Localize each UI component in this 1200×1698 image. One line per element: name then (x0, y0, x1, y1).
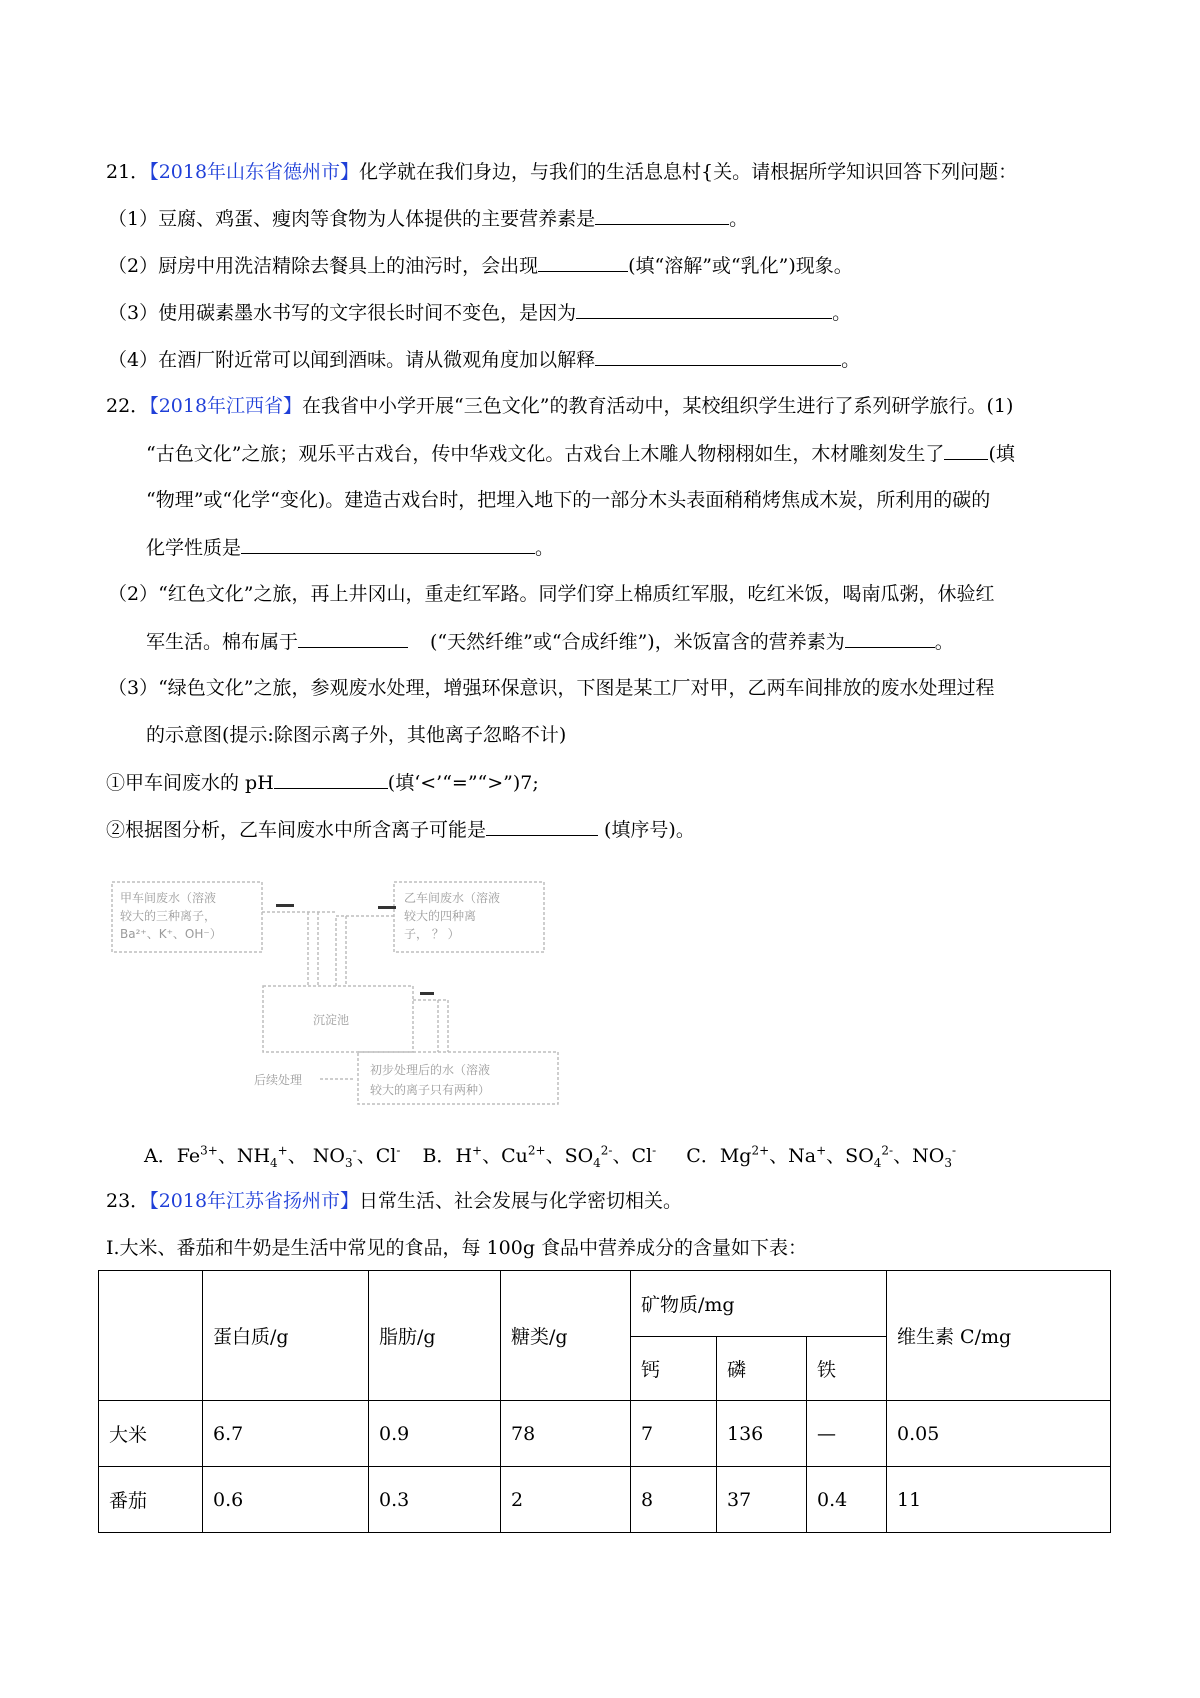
table-header-cell: 钙 (631, 1337, 717, 1401)
answer-blank[interactable] (274, 770, 388, 789)
nutrition-table (98, 1270, 1111, 1533)
table-header-cell: 铁 (807, 1337, 887, 1401)
q23-number: 23． (106, 1190, 150, 1212)
table-header-cell: 糖类/g (501, 1271, 631, 1401)
q22-part2-line1: （2）“红色文化”之旅，再上井冈山，重走红军路。同学们穿上棉质红军服，吃红米饭，喝南瓜粥，休验红 (108, 583, 995, 605)
answer-blank[interactable] (944, 441, 988, 460)
q21-source: 【2018年山东省德州市】 (149, 161, 360, 183)
table-header-cell (99, 1271, 203, 1401)
table-row: 番茄 0.6 0.3 2 8 37 0.4 11 (99, 1467, 1111, 1533)
wastewater-diagram: 甲车间废水（溶液 较大的三种离子， Ba²⁺、K⁺、OH⁻） 乙车间废水（溶液 较大的四种离 子， ？ ） 沉淀池 初步处理后的水（溶液 较大的离子只有两种） 后续处理 (108, 876, 578, 1116)
answer-blank[interactable] (486, 817, 598, 836)
q21-part1: （1）豆腐、鸡蛋、瘦肉等食物为人体提供的主要营养素是 。 (108, 208, 749, 230)
table-header-cell: 矿物质/mg (631, 1271, 887, 1337)
q23-source: 【2018年江苏省扬州市】 (149, 1190, 360, 1212)
q23-stem-line (106, 1189, 682, 1213)
q21-stem-line (106, 160, 1017, 184)
q23-stem: 日常生活、社会发展与化学密切相关。 (359, 1190, 683, 1212)
answer-blank[interactable] (845, 629, 935, 648)
q22-options: A．$Fe^{3+}$、$NH_4^+$、 $NO_3^-$、Cl- B．H+、$Cu^{2+}$、$SO_4^{2-}$、Cl- C．$Mg^{2+}$、Na+、$SO_4^{2-}$、$NO_3^-$ (144, 1143, 957, 1170)
q22-stem: 在我省中小学开展“三色文化”的教育活动中，某校组织学生进行了系列研学旅行。(1) (302, 395, 1014, 417)
q23-intro: I.大米、番茄和牛奶是生活中常见的食品，每 100g 食品中营养成分的含量如下表： (106, 1237, 808, 1259)
table-row: 大米 6.7 0.9 78 7 136 — 0.05 (99, 1401, 1111, 1467)
answer-blank[interactable] (241, 535, 535, 554)
q21-number: 21． (106, 161, 150, 183)
table-header-cell: 脂肪/g (369, 1271, 501, 1401)
answer-blank[interactable] (576, 300, 832, 319)
q21-part3: （3）使用碳素墨水书写的文字很长时间不变色，是因为 。 (108, 302, 852, 324)
q22-line4: 化学性质是 。 (146, 537, 555, 559)
q22-sub1: ①甲车间废水的 pH (填‘<’“=”“>”)7; (106, 772, 539, 794)
q22-line3: “物理”或“化学“变化)。建造古戏台时，把埋入地下的一部分木头表面稍稍烤焦成木炭，所利用的碳的 (146, 489, 991, 511)
answer-blank[interactable] (298, 629, 408, 648)
q21-part4: （4）在酒厂附近常可以闻到酒味。请从微观角度加以解释 。 (108, 349, 861, 371)
q22-part3-line1: （3）“绿色文化”之旅，参观废水处理，增强环保意识，下图是某工厂对甲，乙两车间排放的废水处理过程 (108, 677, 995, 699)
option-b[interactable]: H+、$Cu^{2+}$、$SO_4^{2-}$、Cl- (455, 1143, 657, 1170)
table-header-row (99, 1271, 1111, 1337)
q22-stem-line (106, 394, 1013, 418)
q22-line2: “古色文化”之旅；观乐平古戏台，传中华戏文化。古戏台上木雕人物栩栩如生，木材雕刻发生了 (填 (146, 443, 1015, 465)
q22-part2-line2: 军生活。棉布属于 (“天然纤维”或“合成纤维”)，米饭富含的营养素为 。 (146, 631, 954, 653)
option-c[interactable]: $Mg^{2+}$、Na+、$SO_4^{2-}$、$NO_3^-$ (719, 1143, 957, 1170)
answer-blank[interactable] (538, 253, 628, 272)
answer-blank[interactable] (595, 206, 729, 225)
table-header-cell: 维生素 C/mg (887, 1271, 1111, 1401)
answer-blank[interactable] (595, 347, 841, 366)
table-header-cell: 磷 (717, 1337, 807, 1401)
q21-part2: （2）厨房中用洗洁精除去餐具上的油污时，会出现 (填“溶解”或“乳化”)现象。 (108, 255, 853, 277)
q21-stem: 化学就在我们身边，与我们的生活息息村{关。请根据所学知识回答下列问题： (359, 161, 1018, 183)
q22-sub2: ②根据图分析，乙车间废水中所含离子可能是 (填序号)。 (106, 819, 695, 841)
table-header-cell: 蛋白质/g (203, 1271, 369, 1401)
q22-number: 22． (106, 395, 150, 417)
q22-part3-line2: 的示意图(提示:除图示离子外，其他离子忽略不计) (146, 724, 567, 746)
q22-source: 【2018年江西省】 (149, 395, 303, 417)
option-a[interactable]: $Fe^{3+}$、$NH_4^+$、 $NO_3^-$、Cl- (176, 1143, 401, 1170)
